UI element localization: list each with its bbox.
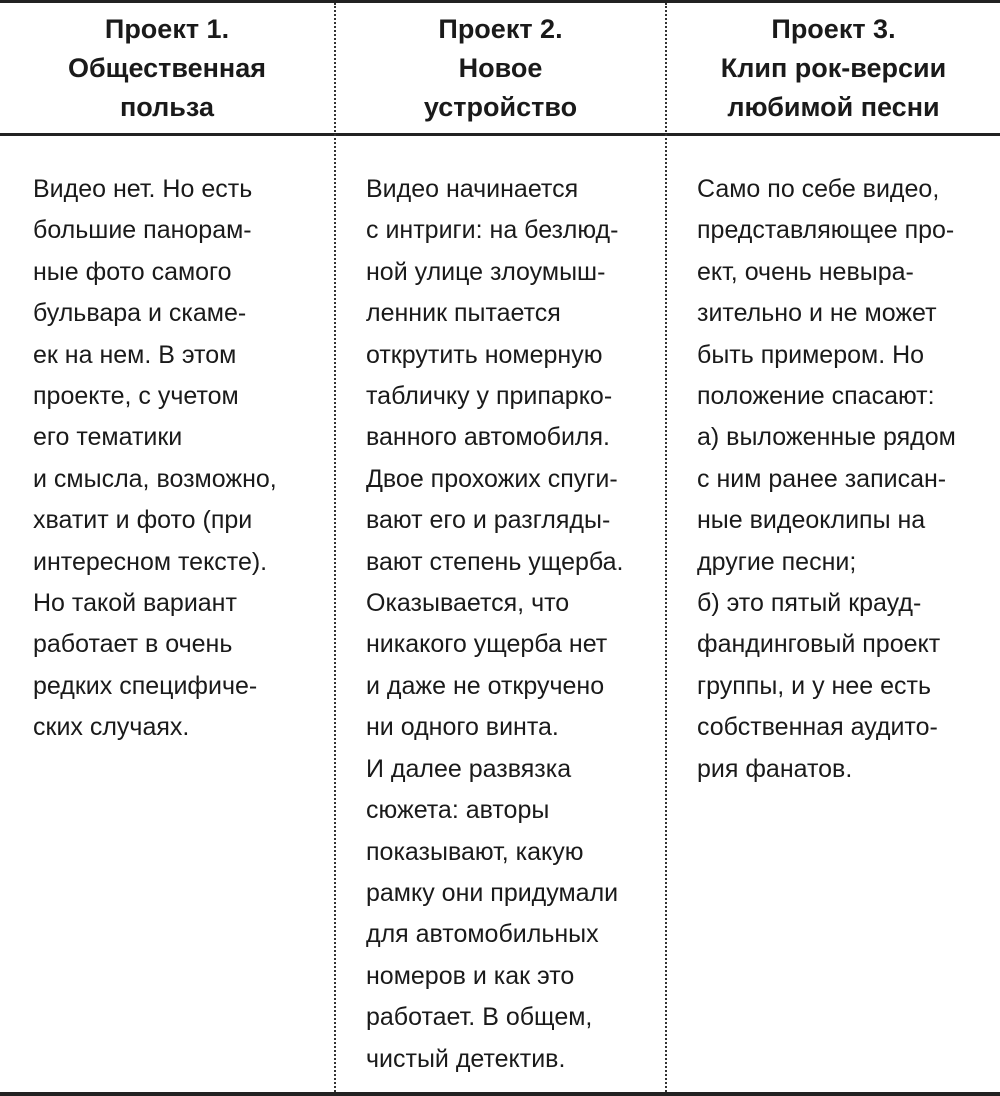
body-line: с интриги: на безлюд- (366, 216, 619, 245)
body-line: Оказывается, что (366, 589, 570, 618)
body-line: никакого ущерба нет (366, 630, 608, 659)
body-line: работает. В общем, (366, 1003, 593, 1032)
column-body-project-3 (697, 169, 992, 790)
body-line: ни одного винта. (366, 713, 559, 742)
header-line: Проект 1. (104, 13, 230, 44)
body-line: рамку они придумали (366, 878, 619, 907)
body-line: редких специфиче- (33, 671, 258, 700)
body-line: ских случаях. (33, 713, 190, 742)
header-separator-rule (0, 133, 1000, 136)
body-line: б) это пятый крауд- (697, 589, 922, 618)
body-line: номеров и как это (366, 961, 575, 990)
body-line: вают степень ущерба. (366, 547, 624, 576)
body-line: ект, очень невыра- (697, 257, 914, 286)
body-line: для автомобильных (366, 920, 599, 949)
body-line: Видео начинается (366, 175, 579, 203)
body-line: интересном тексте). (33, 547, 268, 576)
column-divider-1 (334, 3, 336, 1092)
body-line: показывают, какую (366, 837, 584, 866)
body-line: фандинговый проект (697, 630, 941, 659)
body-line: вают его и разгляды- (366, 506, 611, 535)
body-line: собственная аудито- (697, 713, 938, 742)
body-line: Двое прохожих спуги- (366, 464, 618, 493)
body-line: открутить номерную (366, 340, 603, 369)
body-line: хватит и фото (при (33, 506, 253, 535)
body-line: ной улице злоумыш- (366, 257, 606, 286)
body-line: ные видеоклипы на (697, 506, 926, 535)
column-body-project-1 (33, 169, 323, 749)
body-line: и смысла, возможно, (33, 464, 277, 493)
body-line: большие панорам- (33, 216, 252, 245)
body-line: сюжета: авторы (366, 796, 550, 825)
table-bottom-rule (0, 1092, 1000, 1096)
body-line: группы, и у нее есть (697, 671, 931, 700)
column-header-project-3 (667, 3, 1000, 133)
body-line: ные фото самого (33, 257, 232, 286)
body-line: бульвара и скаме- (33, 299, 247, 328)
body-line: и даже не откручено (366, 671, 605, 700)
body-line: представляющее про- (697, 216, 955, 245)
body-line: а) выложенные рядом (697, 423, 956, 452)
column-divider-2 (665, 3, 667, 1092)
body-line: рия фанатов. (697, 754, 853, 783)
body-line: ек на нем. В этом (33, 340, 237, 369)
body-line: Само по себе видео, (697, 175, 940, 203)
header-line: Общественная (67, 52, 266, 83)
column-header-project-2 (336, 3, 665, 133)
column-body-project-2 (366, 169, 656, 1080)
body-line: быть примером. Но (697, 340, 925, 369)
body-line: табличку у припарко- (366, 382, 613, 411)
body-line: Но такой вариант (33, 589, 237, 618)
body-line: чистый детектив. (366, 1044, 566, 1073)
header-line: польза (120, 91, 214, 122)
body-line: его тематики (33, 423, 183, 452)
body-line: ванного автомобиля. (366, 423, 610, 452)
body-line: положение спасают: (697, 382, 935, 411)
header-line: любимой песни (727, 91, 940, 122)
header-line: устройство (423, 91, 578, 122)
header-line: Клип рок-версии (720, 52, 947, 83)
body-line: с ним ранее записан- (697, 464, 947, 493)
header-line: Проект 2. (438, 13, 563, 44)
body-line: работает в очень (33, 630, 233, 659)
body-line: другие песни; (697, 547, 857, 576)
header-line: Новое (458, 52, 543, 83)
body-line: И далее развязка (366, 754, 572, 783)
header-line: Проект 3. (771, 13, 896, 44)
body-line: ленник пытается (366, 299, 561, 328)
body-line: Видео нет. Но есть (33, 175, 253, 203)
body-line: зительно и не может (697, 299, 937, 328)
column-header-project-1 (0, 3, 334, 133)
body-line: проекте, с учетом (33, 382, 239, 411)
